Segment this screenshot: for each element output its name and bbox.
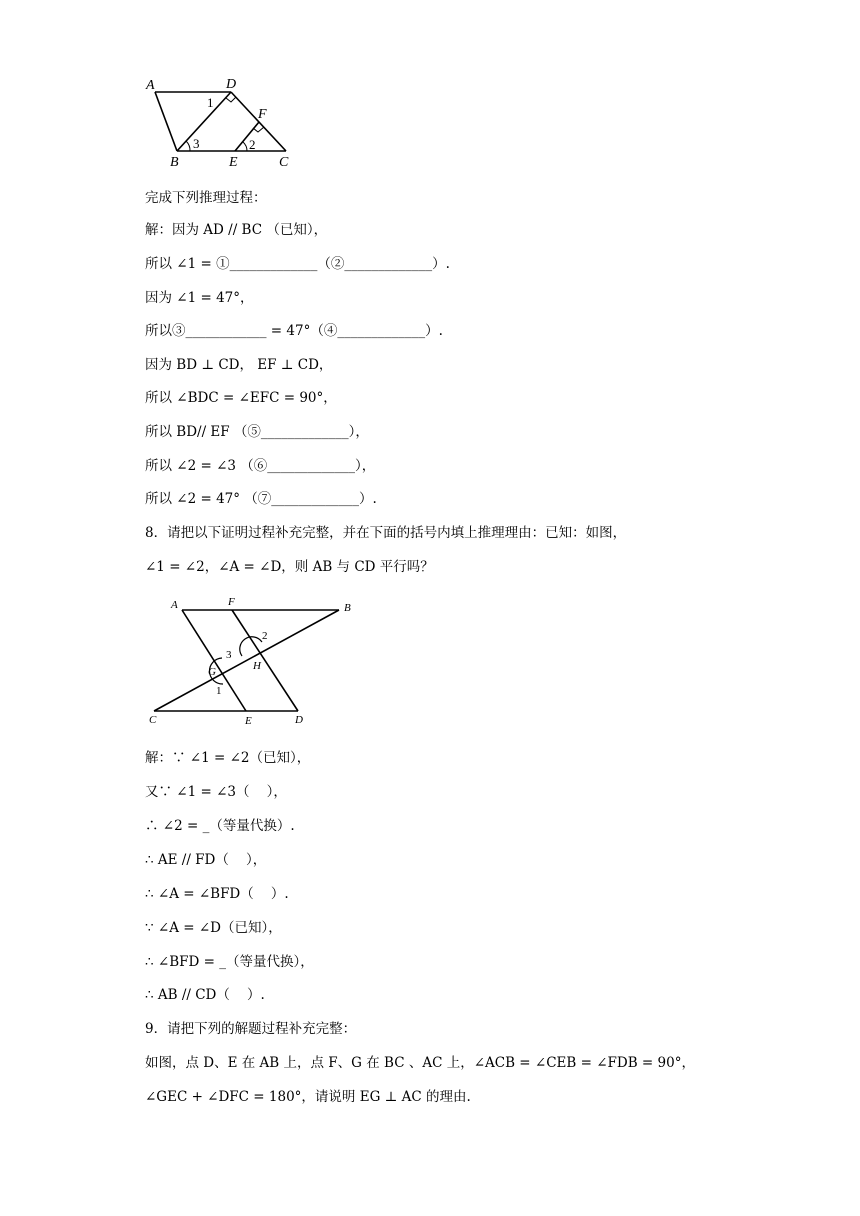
label-E: E	[245, 715, 252, 727]
question-9-title: 9．请把下列的解题过程补充完整：	[145, 1021, 357, 1037]
proof-line-7: ∴ ∠BFD = _（等量代换），	[145, 954, 314, 970]
proof-line-3: ∴ ∠2 = _（等量代换）.	[145, 818, 295, 834]
figure-crossed-lines	[140, 592, 370, 732]
text-line-10: 所以 ∠2 = 47° （⑦_____________）.	[145, 491, 377, 507]
text-line-3: 所以 ∠1 = ①_____________（②_____________）.	[145, 256, 450, 272]
label-C: C	[149, 714, 157, 726]
angle-2: 2	[249, 137, 256, 152]
label-D: D	[295, 714, 303, 726]
text-line-5: 所以③____________ = 47°（④_____________）.	[145, 323, 443, 339]
label-H: H	[253, 660, 261, 672]
label-C: C	[279, 155, 289, 170]
proof-line-1: 解：∵ ∠1 = ∠2（已知），	[145, 750, 311, 766]
angle-3: 3	[226, 649, 232, 661]
text-line-4: 因为 ∠1 = 47°，	[145, 290, 254, 306]
figure-parallelogram	[140, 72, 310, 172]
proof-line-5: ∴ ∠A = ∠BFD（ ）.	[145, 886, 289, 902]
label-D: D	[226, 77, 237, 92]
label-A: A	[146, 78, 155, 93]
angle-1: 1	[207, 95, 214, 110]
label-B: B	[170, 155, 179, 170]
text-line-2: 解：因为 AD // BC （已知），	[145, 222, 328, 238]
angle-1: 1	[216, 685, 222, 697]
question-8-line-1: 8．请把以下证明过程补充完整，并在下面的括号内填上推理理由：已知：如图，	[145, 525, 627, 541]
question-9-line-1: 如图，点 D、E 在 AB 上，点 F、G 在 BC 、AC 上，∠ACB = ∠CEB = ∠FDB = 90°，	[145, 1055, 695, 1071]
proof-line-2: 又∵ ∠1 = ∠3（ ），	[145, 784, 287, 800]
question-9-line-2: ∠GEC + ∠DFC = 180°，请说明 EG ⊥ AC 的理由.	[145, 1089, 471, 1105]
proof-line-6: ∵ ∠A = ∠D（已知），	[145, 920, 282, 936]
proof-line-4: ∴ AE // FD（ ），	[145, 852, 267, 868]
label-E: E	[229, 155, 238, 170]
label-A: A	[171, 599, 178, 611]
angle-3: 3	[193, 136, 200, 151]
label-F: F	[258, 107, 267, 122]
text-line-9: 所以 ∠2 = ∠3 （⑥_____________），	[145, 458, 376, 474]
text-line-7: 所以 ∠BDC = ∠EFC = 90°，	[145, 390, 337, 406]
proof-line-8: ∴ AB // CD（ ）.	[145, 987, 265, 1003]
text-line-1: 完成下列推理过程：	[145, 190, 267, 206]
label-F: F	[228, 596, 235, 608]
label-G: G	[208, 666, 216, 678]
label-B: B	[344, 602, 351, 614]
question-8-line-2: ∠1 = ∠2，∠A = ∠D，则 AB 与 CD 平行吗？	[145, 559, 434, 575]
text-line-6: 因为 BD ⊥ CD， EF ⊥ CD，	[145, 357, 333, 373]
text-line-8: 所以 BD// EF （⑤_____________），	[145, 424, 369, 440]
angle-2: 2	[262, 630, 268, 642]
